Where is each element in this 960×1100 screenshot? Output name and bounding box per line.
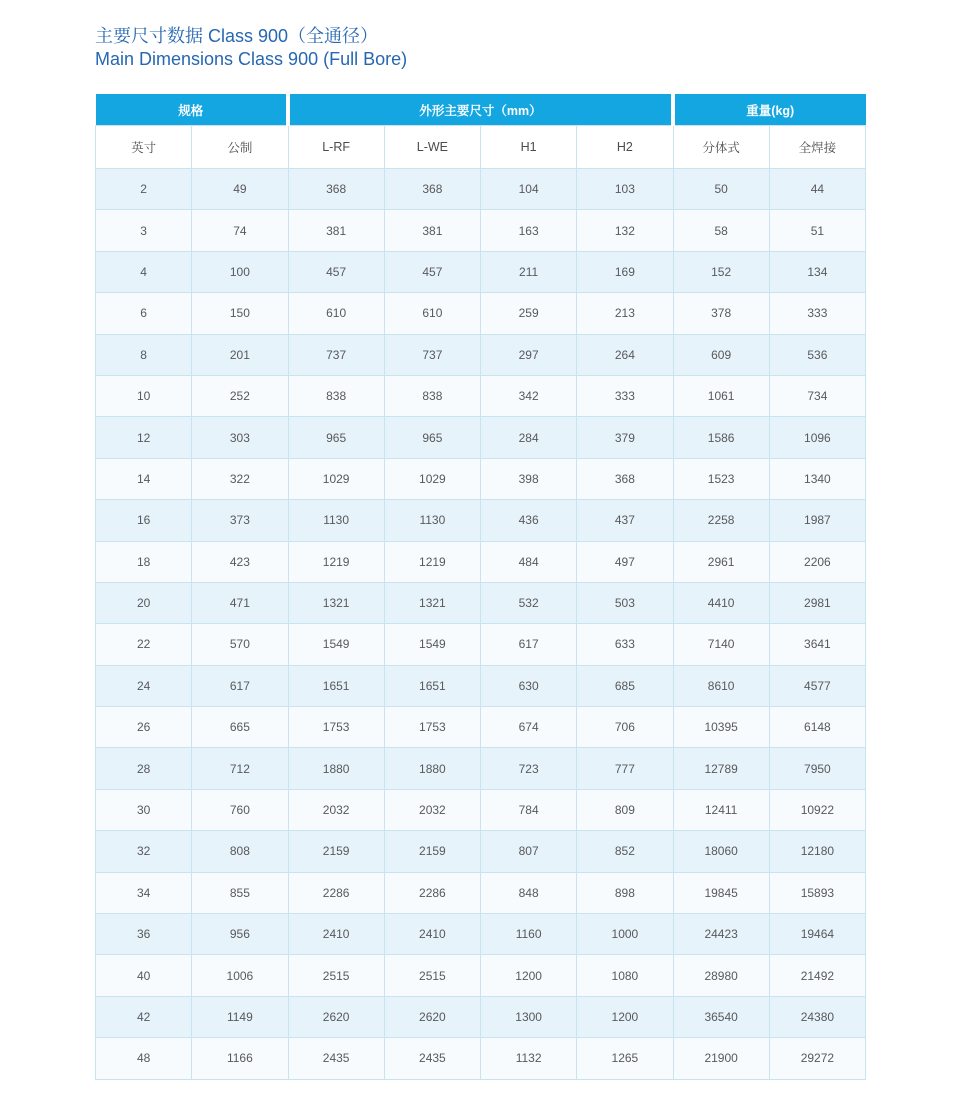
table-cell: 30 xyxy=(96,789,192,830)
table-cell: 838 xyxy=(384,375,480,416)
table-cell: 19464 xyxy=(769,914,865,955)
table-cell: 373 xyxy=(192,500,288,541)
table-cell: 2620 xyxy=(288,996,384,1037)
table-cell: 12180 xyxy=(769,831,865,872)
table-cell: 50 xyxy=(673,169,769,210)
table-cell: 284 xyxy=(481,417,577,458)
table-cell: 1132 xyxy=(481,1038,577,1079)
table-cell: 1029 xyxy=(384,458,480,499)
table-cell: 956 xyxy=(192,914,288,955)
table-cell: 368 xyxy=(384,169,480,210)
table-cell: 1586 xyxy=(673,417,769,458)
table-column-header-row xyxy=(96,126,866,169)
column-header-l-rf: L-RF xyxy=(288,126,384,169)
table-cell: 211 xyxy=(481,251,577,292)
table-cell: 1880 xyxy=(384,748,480,789)
table-cell: 134 xyxy=(769,251,865,292)
table-cell: 1166 xyxy=(192,1038,288,1079)
table-cell: 457 xyxy=(384,251,480,292)
table-cell: 4577 xyxy=(769,665,865,706)
table-cell: 1321 xyxy=(288,582,384,623)
table-row xyxy=(96,831,866,872)
table-cell: 1753 xyxy=(288,707,384,748)
table-cell: 2981 xyxy=(769,582,865,623)
table-cell: 617 xyxy=(192,665,288,706)
table-cell: 32 xyxy=(96,831,192,872)
column-header-h1: H1 xyxy=(481,126,577,169)
page-title-zh: 主要尺寸数据 Class 900（全通径） xyxy=(95,26,379,46)
table-cell: 2032 xyxy=(384,789,480,830)
table-cell: 28 xyxy=(96,748,192,789)
table-cell: 18 xyxy=(96,541,192,582)
table-cell: 40 xyxy=(96,955,192,996)
table-cell: 6148 xyxy=(769,707,865,748)
table-cell: 1549 xyxy=(288,624,384,665)
table-cell: 10395 xyxy=(673,707,769,748)
table-cell: 2515 xyxy=(384,955,480,996)
table-cell: 1265 xyxy=(577,1038,673,1079)
table-row xyxy=(96,210,866,251)
page-title-en: Main Dimensions Class 900 (Full Bore) xyxy=(95,49,408,69)
table-cell: 807 xyxy=(481,831,577,872)
table-row xyxy=(96,375,866,416)
table-row xyxy=(96,665,866,706)
table-cell: 42 xyxy=(96,996,192,1037)
column-header-inch: 英寸 xyxy=(96,126,192,169)
table-cell: 28980 xyxy=(673,955,769,996)
table-row xyxy=(96,500,866,541)
table-row xyxy=(96,707,866,748)
table-cell: 24380 xyxy=(769,996,865,1037)
table-cell: 2206 xyxy=(769,541,865,582)
table-cell: 784 xyxy=(481,789,577,830)
table-cell: 24423 xyxy=(673,914,769,955)
table-cell: 368 xyxy=(577,458,673,499)
table-cell: 34 xyxy=(96,872,192,913)
table-cell: 2286 xyxy=(288,872,384,913)
table-row xyxy=(96,789,866,830)
table-cell: 898 xyxy=(577,872,673,913)
table-cell: 12 xyxy=(96,417,192,458)
table-cell: 737 xyxy=(384,334,480,375)
table-cell: 503 xyxy=(577,582,673,623)
table-cell: 1651 xyxy=(288,665,384,706)
table-cell: 213 xyxy=(577,293,673,334)
table-cell: 6 xyxy=(96,293,192,334)
table-row xyxy=(96,458,866,499)
table-cell: 259 xyxy=(481,293,577,334)
table-cell: 381 xyxy=(288,210,384,251)
table-cell: 610 xyxy=(288,293,384,334)
table-cell: 22 xyxy=(96,624,192,665)
table-cell: 633 xyxy=(577,624,673,665)
table-cell: 808 xyxy=(192,831,288,872)
table-cell: 570 xyxy=(192,624,288,665)
table-cell: 423 xyxy=(192,541,288,582)
column-header-l-we: L-WE xyxy=(384,126,480,169)
table-cell: 734 xyxy=(769,375,865,416)
table-cell: 3641 xyxy=(769,624,865,665)
table-cell: 2159 xyxy=(288,831,384,872)
table-cell: 685 xyxy=(577,665,673,706)
table-cell: 150 xyxy=(192,293,288,334)
table-cell: 723 xyxy=(481,748,577,789)
table-cell: 303 xyxy=(192,417,288,458)
table-cell: 264 xyxy=(577,334,673,375)
table-cell: 1160 xyxy=(481,914,577,955)
table-cell: 1029 xyxy=(288,458,384,499)
table-body xyxy=(96,169,866,1080)
table-cell: 100 xyxy=(192,251,288,292)
table-cell: 610 xyxy=(384,293,480,334)
table-cell: 333 xyxy=(769,293,865,334)
table-cell: 2515 xyxy=(288,955,384,996)
table-cell: 2410 xyxy=(384,914,480,955)
table-cell: 169 xyxy=(577,251,673,292)
table-cell: 333 xyxy=(577,375,673,416)
table-cell: 1130 xyxy=(384,500,480,541)
group-header-weight: 重量(kg) xyxy=(673,94,866,126)
table-cell: 7950 xyxy=(769,748,865,789)
table-cell: 712 xyxy=(192,748,288,789)
table-row xyxy=(96,624,866,665)
table-cell: 20 xyxy=(96,582,192,623)
page-title-block xyxy=(95,25,960,71)
table-cell: 848 xyxy=(481,872,577,913)
table-cell: 12411 xyxy=(673,789,769,830)
table-cell: 760 xyxy=(192,789,288,830)
table-cell: 103 xyxy=(577,169,673,210)
table-cell: 1321 xyxy=(384,582,480,623)
table-cell: 1523 xyxy=(673,458,769,499)
table-cell: 855 xyxy=(192,872,288,913)
table-cell: 1200 xyxy=(481,955,577,996)
table-cell: 437 xyxy=(577,500,673,541)
table-cell: 36540 xyxy=(673,996,769,1037)
table-cell: 163 xyxy=(481,210,577,251)
table-cell: 2 xyxy=(96,169,192,210)
table-cell: 777 xyxy=(577,748,673,789)
table-cell: 1200 xyxy=(577,996,673,1037)
table-cell: 2435 xyxy=(384,1038,480,1079)
table-cell: 16 xyxy=(96,500,192,541)
group-header-spec: 规格 xyxy=(96,94,289,126)
table-cell: 381 xyxy=(384,210,480,251)
table-cell: 398 xyxy=(481,458,577,499)
table-row xyxy=(96,914,866,955)
table-row xyxy=(96,251,866,292)
table-cell: 201 xyxy=(192,334,288,375)
table-cell: 497 xyxy=(577,541,673,582)
table-cell: 10922 xyxy=(769,789,865,830)
table-cell: 18060 xyxy=(673,831,769,872)
table-cell: 252 xyxy=(192,375,288,416)
table-row xyxy=(96,541,866,582)
table-cell: 1753 xyxy=(384,707,480,748)
table-cell: 7140 xyxy=(673,624,769,665)
table-cell: 852 xyxy=(577,831,673,872)
table-cell: 2435 xyxy=(288,1038,384,1079)
table-cell: 297 xyxy=(481,334,577,375)
table-cell: 484 xyxy=(481,541,577,582)
table-row xyxy=(96,1038,866,1079)
table-cell: 1987 xyxy=(769,500,865,541)
table-row xyxy=(96,748,866,789)
table-cell: 1549 xyxy=(384,624,480,665)
table-cell: 1130 xyxy=(288,500,384,541)
table-cell: 1096 xyxy=(769,417,865,458)
table-cell: 12789 xyxy=(673,748,769,789)
table-cell: 630 xyxy=(481,665,577,706)
table-cell: 74 xyxy=(192,210,288,251)
table-cell: 44 xyxy=(769,169,865,210)
table-cell: 1080 xyxy=(577,955,673,996)
table-cell: 15893 xyxy=(769,872,865,913)
table-cell: 26 xyxy=(96,707,192,748)
table-cell: 737 xyxy=(288,334,384,375)
table-cell: 1006 xyxy=(192,955,288,996)
table-cell: 2620 xyxy=(384,996,480,1037)
table-cell: 1651 xyxy=(384,665,480,706)
table-cell: 342 xyxy=(481,375,577,416)
table-cell: 436 xyxy=(481,500,577,541)
dimensions-table xyxy=(95,94,866,1080)
table-cell: 322 xyxy=(192,458,288,499)
table-cell: 2961 xyxy=(673,541,769,582)
table-cell: 965 xyxy=(384,417,480,458)
table-cell: 536 xyxy=(769,334,865,375)
table-cell: 665 xyxy=(192,707,288,748)
table-cell: 8610 xyxy=(673,665,769,706)
table-cell: 2159 xyxy=(384,831,480,872)
table-cell: 965 xyxy=(288,417,384,458)
table-row xyxy=(96,955,866,996)
table-row xyxy=(96,169,866,210)
table-cell: 1300 xyxy=(481,996,577,1037)
table-cell: 617 xyxy=(481,624,577,665)
table-cell: 1149 xyxy=(192,996,288,1037)
table-cell: 2258 xyxy=(673,500,769,541)
table-cell: 24 xyxy=(96,665,192,706)
table-cell: 706 xyxy=(577,707,673,748)
column-header-metric: 公制 xyxy=(192,126,288,169)
table-cell: 4 xyxy=(96,251,192,292)
table-header xyxy=(96,94,866,169)
table-cell: 36 xyxy=(96,914,192,955)
table-cell: 21900 xyxy=(673,1038,769,1079)
table-cell: 2286 xyxy=(384,872,480,913)
table-cell: 132 xyxy=(577,210,673,251)
table-row xyxy=(96,872,866,913)
table-cell: 49 xyxy=(192,169,288,210)
table-cell: 457 xyxy=(288,251,384,292)
table-cell: 8 xyxy=(96,334,192,375)
column-header-split-body: 分体式 xyxy=(673,126,769,169)
table-cell: 1340 xyxy=(769,458,865,499)
table-cell: 2410 xyxy=(288,914,384,955)
table-row xyxy=(96,996,866,1037)
table-cell: 674 xyxy=(481,707,577,748)
table-row xyxy=(96,417,866,458)
table-cell: 1061 xyxy=(673,375,769,416)
table-cell: 29272 xyxy=(769,1038,865,1079)
table-group-header-row xyxy=(96,94,866,126)
table-cell: 379 xyxy=(577,417,673,458)
table-cell: 1000 xyxy=(577,914,673,955)
table-cell: 609 xyxy=(673,334,769,375)
table-cell: 10 xyxy=(96,375,192,416)
column-header-h2: H2 xyxy=(577,126,673,169)
table-cell: 3 xyxy=(96,210,192,251)
table-cell: 152 xyxy=(673,251,769,292)
table-row xyxy=(96,582,866,623)
table-cell: 51 xyxy=(769,210,865,251)
table-cell: 4410 xyxy=(673,582,769,623)
table-cell: 104 xyxy=(481,169,577,210)
table-cell: 48 xyxy=(96,1038,192,1079)
table-cell: 1880 xyxy=(288,748,384,789)
table-cell: 21492 xyxy=(769,955,865,996)
table-cell: 1219 xyxy=(288,541,384,582)
table-cell: 2032 xyxy=(288,789,384,830)
table-cell: 378 xyxy=(673,293,769,334)
table-cell: 471 xyxy=(192,582,288,623)
table-row xyxy=(96,293,866,334)
column-header-fully-welded: 全焊接 xyxy=(769,126,865,169)
table-cell: 19845 xyxy=(673,872,769,913)
table-cell: 532 xyxy=(481,582,577,623)
table-cell: 58 xyxy=(673,210,769,251)
group-header-main-dimensions: 外形主要尺寸（mm） xyxy=(288,94,673,126)
table-row xyxy=(96,334,866,375)
table-cell: 368 xyxy=(288,169,384,210)
table-cell: 838 xyxy=(288,375,384,416)
table-cell: 809 xyxy=(577,789,673,830)
table-cell: 14 xyxy=(96,458,192,499)
table-cell: 1219 xyxy=(384,541,480,582)
